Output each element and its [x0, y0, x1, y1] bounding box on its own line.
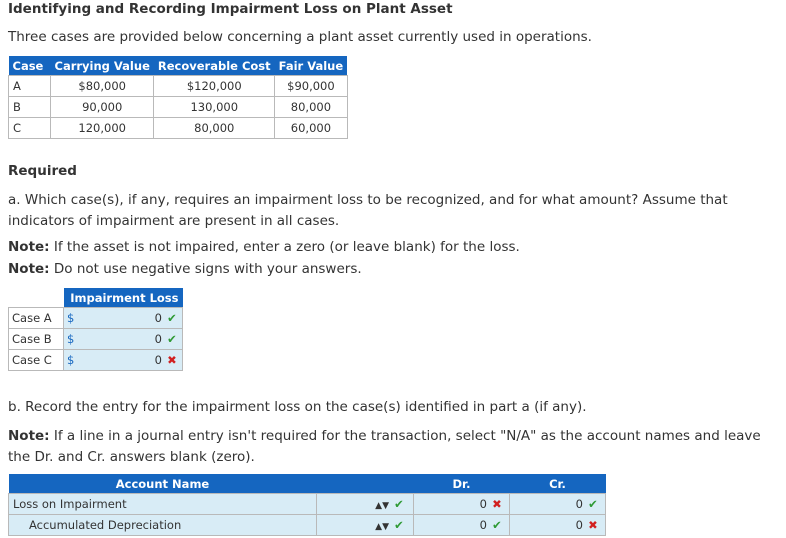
col-header-fair-value: Fair Value: [275, 56, 348, 76]
cases-table: [8, 56, 348, 139]
case-label: Case C: [9, 350, 64, 371]
cross-icon: ✖: [167, 353, 177, 367]
table-row: [9, 494, 606, 515]
up-down-arrows-icon[interactable]: ▲▼: [375, 501, 389, 511]
check-icon: ✔: [588, 497, 598, 511]
dr-input[interactable]: [414, 494, 510, 515]
table-row: [9, 350, 183, 371]
part-b-question: b. Record the entry for the impairment loss on the case(s) identified in part a (if any).: [8, 399, 587, 415]
dr-header: Dr.: [414, 474, 510, 494]
blank-header: [9, 288, 64, 308]
currency-symbol: $: [64, 350, 81, 371]
loss-input-case-b[interactable]: [80, 329, 183, 350]
dr-input[interactable]: [414, 515, 510, 536]
table-cell: 80,000: [275, 97, 348, 118]
account-name-header: Account Name: [9, 474, 317, 494]
account-select-header: [317, 474, 414, 494]
table-row: [9, 118, 348, 139]
input-value: 0: [154, 311, 162, 325]
input-value: 0: [479, 518, 487, 532]
note-2: [8, 261, 362, 277]
loss-input-case-a[interactable]: [80, 308, 183, 329]
case-label: Case B: [9, 329, 64, 350]
table-cell: 120,000: [51, 118, 154, 139]
account-select[interactable]: [317, 494, 414, 515]
table-row: [9, 329, 183, 350]
page-title: Identifying and Recording Impairment Loss on Plant Asset: [8, 1, 453, 17]
account-name-cell[interactable]: Accumulated Depreciation: [9, 515, 317, 536]
table-cell: A: [9, 76, 51, 97]
table-row: [9, 308, 183, 329]
case-label: Case A: [9, 308, 64, 329]
loss-input-case-c[interactable]: [80, 350, 183, 371]
cr-header: Cr.: [510, 474, 606, 494]
note-3: [8, 426, 780, 468]
cr-input[interactable]: [510, 515, 606, 536]
account-name-cell[interactable]: Loss on Impairment: [9, 494, 317, 515]
table-cell: $120,000: [154, 76, 275, 97]
impairment-loss-table: [8, 288, 183, 371]
note-text: Do not use negative signs with your answers.: [49, 261, 362, 277]
currency-symbol: $: [64, 329, 81, 350]
table-row: [9, 97, 348, 118]
table-cell: 90,000: [51, 97, 154, 118]
check-icon: ✔: [167, 311, 177, 325]
note-label: Note:: [8, 239, 50, 255]
table-cell: 60,000: [275, 118, 348, 139]
input-value: 0: [575, 497, 583, 511]
currency-symbol: $: [64, 308, 81, 329]
col-header-recoverable-cost: Recoverable Cost: [154, 56, 275, 76]
note-label: Note:: [8, 261, 50, 277]
table-cell: 130,000: [154, 97, 275, 118]
account-select[interactable]: [317, 515, 414, 536]
journal-entry-table: [8, 474, 606, 536]
note-text: If a line in a journal entry isn't required for the transaction, select "N/A" as the account names and leave the Dr. and Cr. answers blank (zero).: [8, 428, 761, 465]
input-value: 0: [479, 497, 487, 511]
note-1: [8, 239, 520, 255]
up-down-arrows-icon[interactable]: ▲▼: [375, 522, 389, 532]
cross-icon: ✖: [492, 497, 502, 511]
col-header-case: Case: [9, 56, 51, 76]
cross-icon: ✖: [588, 518, 598, 532]
cr-input[interactable]: [510, 494, 606, 515]
table-cell: $90,000: [275, 76, 348, 97]
note-label: Note:: [8, 428, 50, 444]
table-row: [9, 76, 348, 97]
check-icon: ✔: [167, 332, 177, 346]
input-value: 0: [154, 332, 162, 346]
impairment-loss-header: Impairment Loss: [64, 288, 183, 308]
check-icon: ✔: [394, 518, 404, 532]
table-cell: $80,000: [51, 76, 154, 97]
required-heading: Required: [8, 163, 77, 179]
col-header-carrying-value: Carrying Value: [51, 56, 154, 76]
check-icon: ✔: [492, 518, 502, 532]
check-icon: ✔: [394, 497, 404, 511]
table-row: [9, 515, 606, 536]
part-a-question: a. Which case(s), if any, requires an impairment loss to be recognized, and for what amount? Assume that indicators of impairment are present in all cases.: [8, 192, 728, 229]
table-cell: 80,000: [154, 118, 275, 139]
input-value: 0: [575, 518, 583, 532]
table-cell: B: [9, 97, 51, 118]
input-value: 0: [154, 353, 162, 367]
intro-text: Three cases are provided below concerning a plant asset currently used in operations.: [8, 29, 592, 45]
table-cell: C: [9, 118, 51, 139]
note-text: If the asset is not impaired, enter a zero (or leave blank) for the loss.: [49, 239, 520, 255]
